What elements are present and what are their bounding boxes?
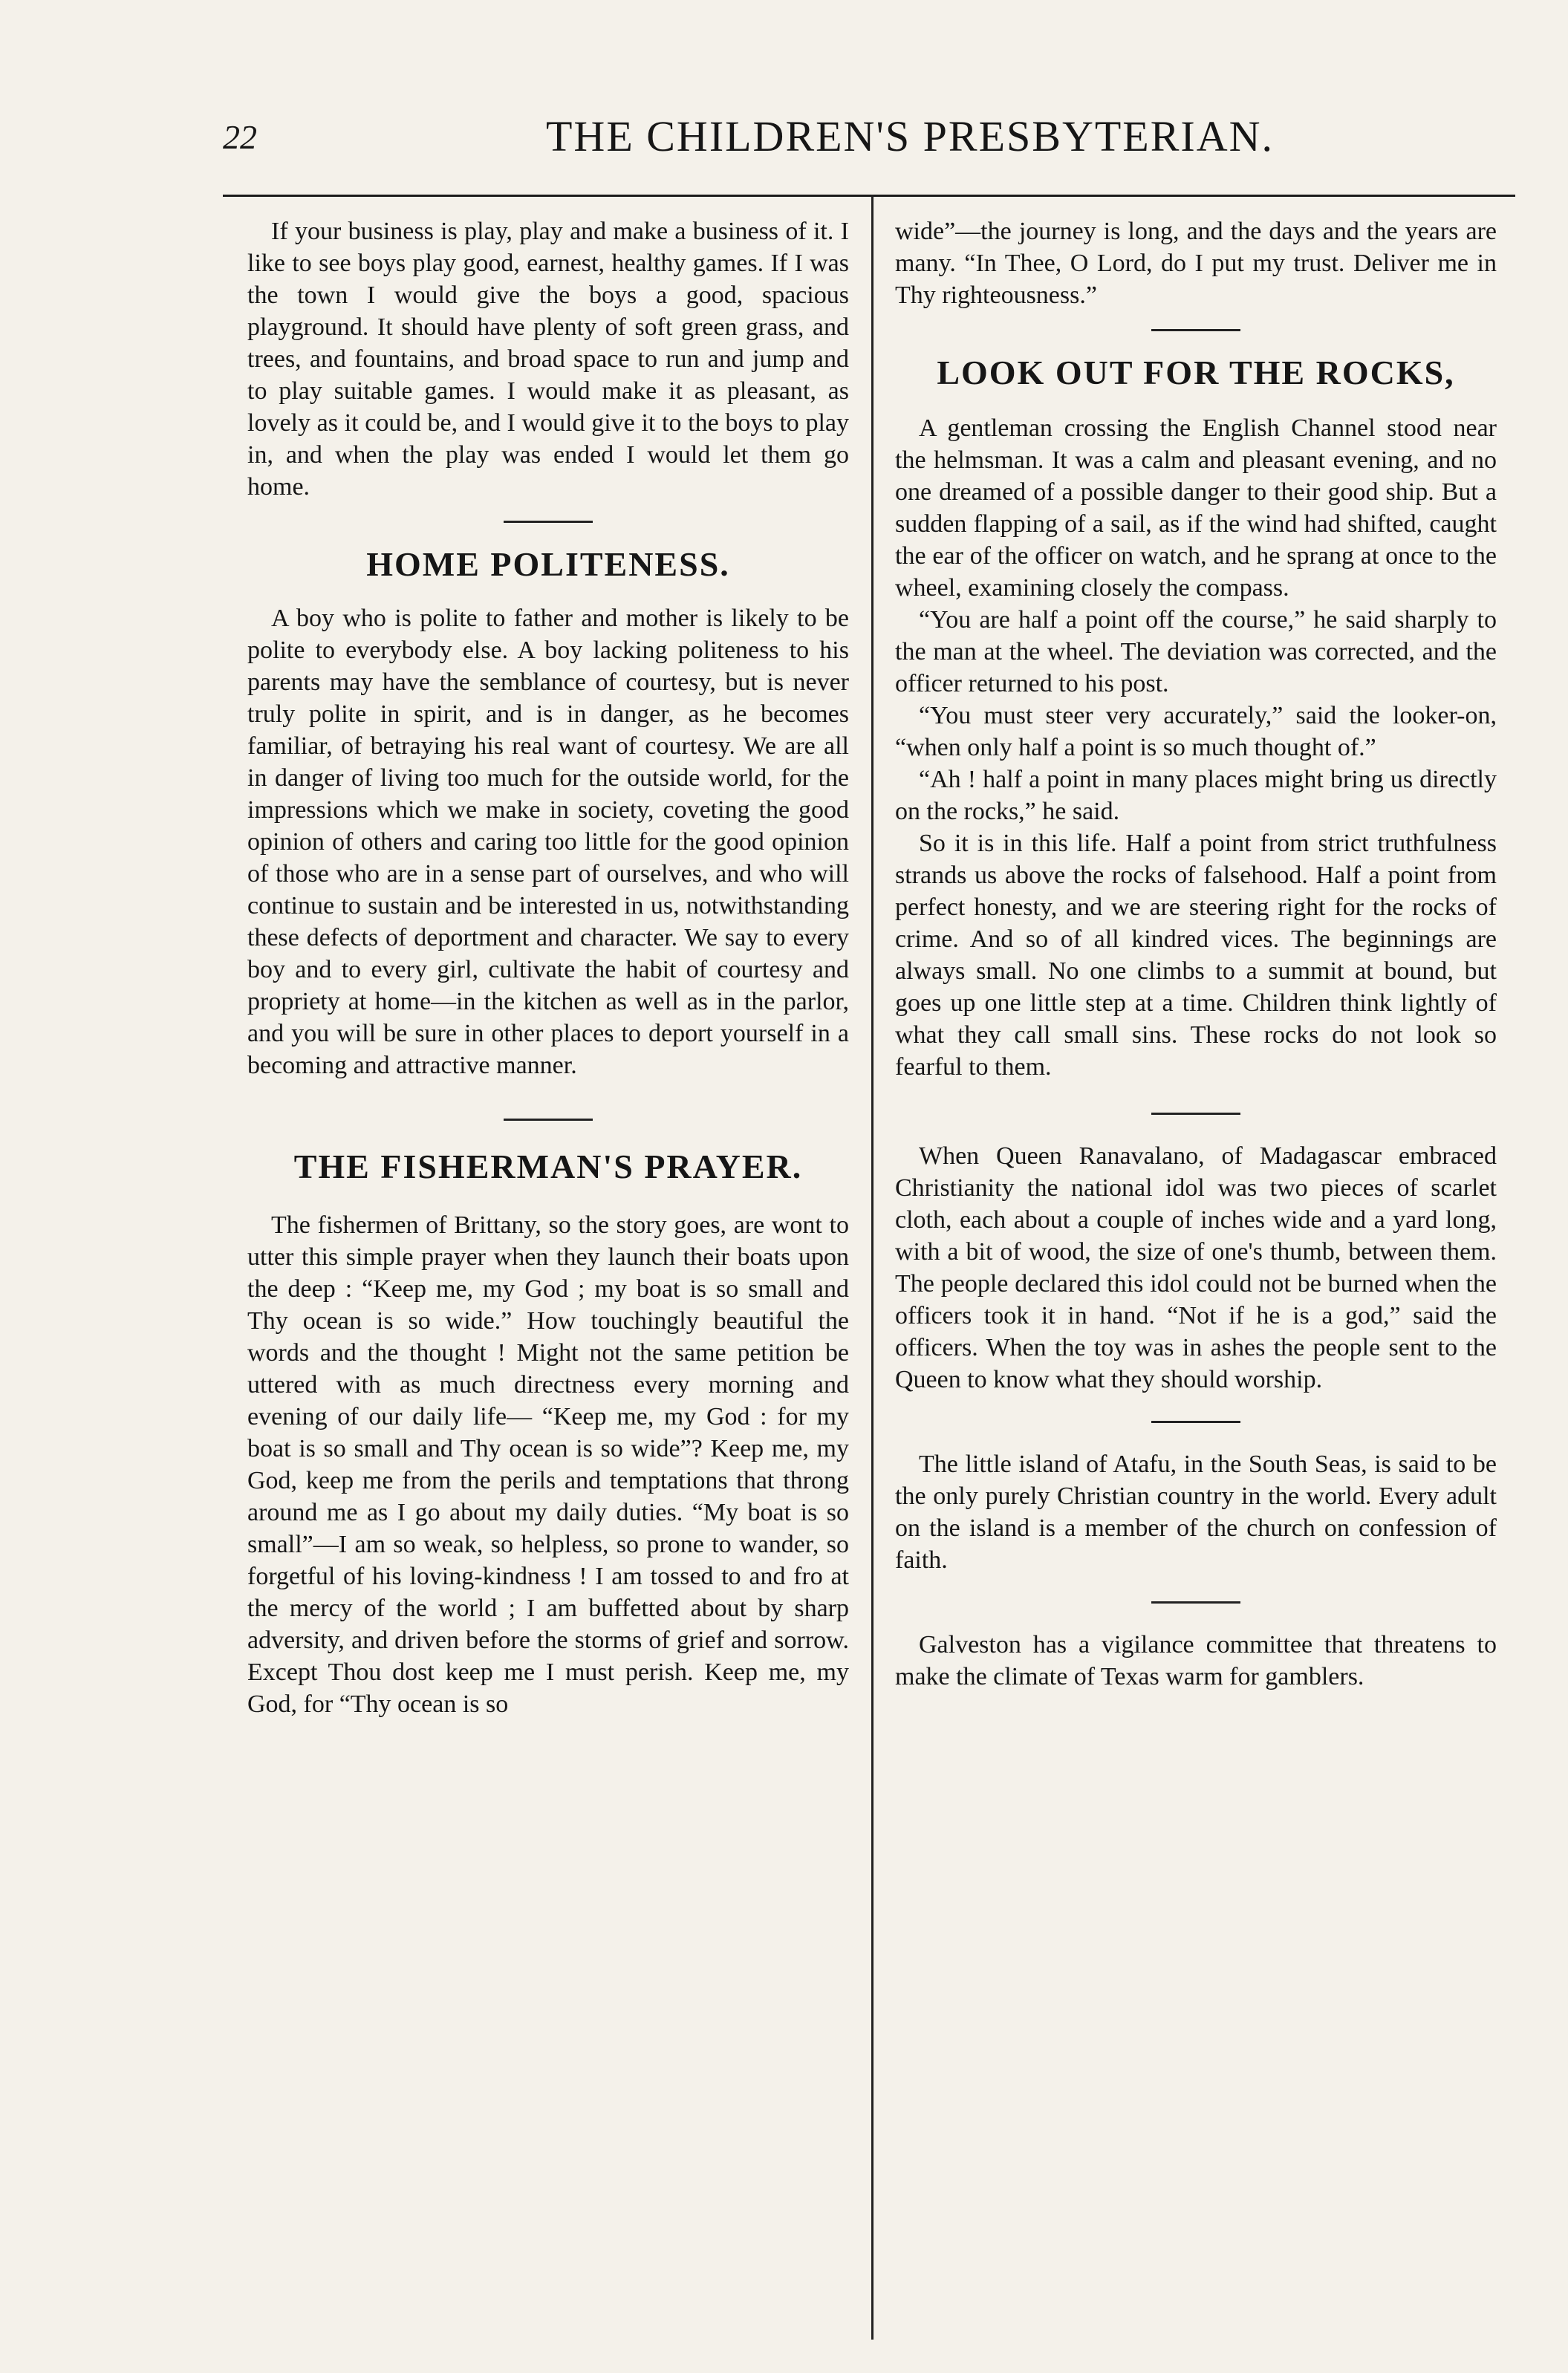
rocks-paragraph: So it is in this life. Half a point from strict truthfulness strands us above the rocks of falsehood. Half a point from perfect honesty, and we are steering right for the rocks of crime. And so of all kindred vices. The beginnings are always small. No one climbs to a summit at bound, but goes up one little step at a time. Children think lightly of what they call small sins. These rocks do not look so fearful to them.: [895, 830, 1497, 1081]
home-politeness-heading: HOME POLITENESS.: [366, 545, 730, 583]
look-out-rocks-heading: LOOK OUT FOR THE ROCKS,: [937, 354, 1455, 391]
section-rule: [504, 1119, 593, 1121]
atafu-item: The little island of Atafu, in the South Seas, is said to be the only purely Christian country in the world. Every adult on the island is a member of the church on confession of faith.: [895, 1451, 1497, 1574]
section-rule: [1151, 329, 1240, 331]
prayer-continuation: wide”—the journey is long, and the days and the years are many. “In Thee, O Lord, do I put my trust. Deliver me in Thy righteousness.”: [895, 218, 1497, 309]
header-rule: [223, 195, 1515, 197]
madagascar-item: When Queen Ranavalano, of Madagascar embraced Christianity the national idol was two pieces of scarlet cloth, each about a couple of inches wide and a yard long, with a bit of wood, the size of one's thumb, between them. The people declared this idol could not be burned when the officers took it in hand. “Not if he is a god,” said the officers. When the toy was in ashes the people sent to the Queen to know what they should worship.: [895, 1142, 1497, 1393]
column-divider: [871, 195, 874, 2340]
running-title: THE CHILDREN'S PRESBYTERIAN.: [546, 112, 1274, 160]
section-rule: [1151, 1113, 1240, 1115]
section-rule: [1151, 1601, 1240, 1604]
rocks-paragraph: “You must steer very accurately,” said the looker-on, “when only half a point is so much thought of.”: [895, 702, 1497, 761]
home-politeness-body: A boy who is polite to father and mother is likely to be polite to everybody else. A boy lacking politeness to his parents may have the semblance of courtesy, but is never truly polite in spirit, and is in danger, as he becomes familiar, of betraying his real want of courtesy. We are all in danger of living too much for the outside world, for the impressions which we make in society, coveting the good opinion of others and caring too little for the good opinion of those who are in a sense part of ourselves, and who will continue to sustain and be interested in us, notwithstanding these defects of deportment and character. We say to every boy and to every girl, cultivate the habit of courtesy and propriety at home—in the kitchen as well as in the parlor, and you will be sure in other places to deport yourself in a becoming and attractive manner.: [247, 605, 849, 1079]
section-rule: [1151, 1421, 1240, 1423]
section-rule: [504, 521, 593, 523]
rocks-paragraph: “Ah ! half a point in many places might bring us directly on the rocks,” he said.: [895, 766, 1497, 825]
galveston-item: Galveston has a vigilance committee that threatens to make the climate of Texas warm for gamblers.: [895, 1631, 1497, 1690]
page-header: [223, 111, 1515, 178]
fishermans-prayer-body: The fishermen of Brittany, so the story goes, are wont to utter this simple prayer when they launch their boats upon the deep : “Keep me, my God ; my boat is so small and Thy ocean is so wide.” How touchingly beautiful the words and the thought ! Might not the same petition be uttered with as much directness every morning and evening of our daily life— “Keep me, my God : for my boat is so small and Thy ocean is so wide”? Keep me, my God, keep me from the perils and temptations that throng around me as I go about my daily duties. “My boat is so small”—I am so weak, so helpless, so prone to wander, so forgetful of his loving-kindness ! I am tossed to and fro at the mercy of the world ; I am buffetted about by sharp adversity, and driven before the storms of grief and sorrow. Except Thou dost keep me I must perish. Keep me, my God, for “Thy ocean is so: [247, 1211, 849, 1718]
page-number: 22: [223, 118, 257, 156]
fishermans-prayer-heading: THE FISHERMAN'S PRAYER.: [293, 1148, 803, 1185]
right-column: [895, 215, 1497, 2354]
left-column: [247, 215, 849, 2354]
rocks-paragraph: “You are half a point off the course,” he said sharply to the man at the wheel. The deviation was corrected, and the officer returned to his post.: [895, 606, 1497, 697]
play-article: If your business is play, play and make a business of it. I like to see boys play good, earnest, healthy games. If I was the town I would give the boys a good, spacious playground. It should have plenty of soft green grass, and trees, and fountains, and broad space to run and jump and to play suitable games. I would make it as pleasant, as lovely as it could be, and I would give it to the boys to play in, and when the play was ended I would let them go home.: [247, 218, 849, 501]
rocks-paragraph: A gentleman crossing the English Channel stood near the helmsman. It was a calm and pleasant evening, and no one dreamed of a possible danger to their good ship. But a sudden flapping of a sail, as if the wind had shifted, caught the ear of the officer on watch, and he sprang at once to the wheel, examining closely the compass.: [895, 414, 1497, 602]
